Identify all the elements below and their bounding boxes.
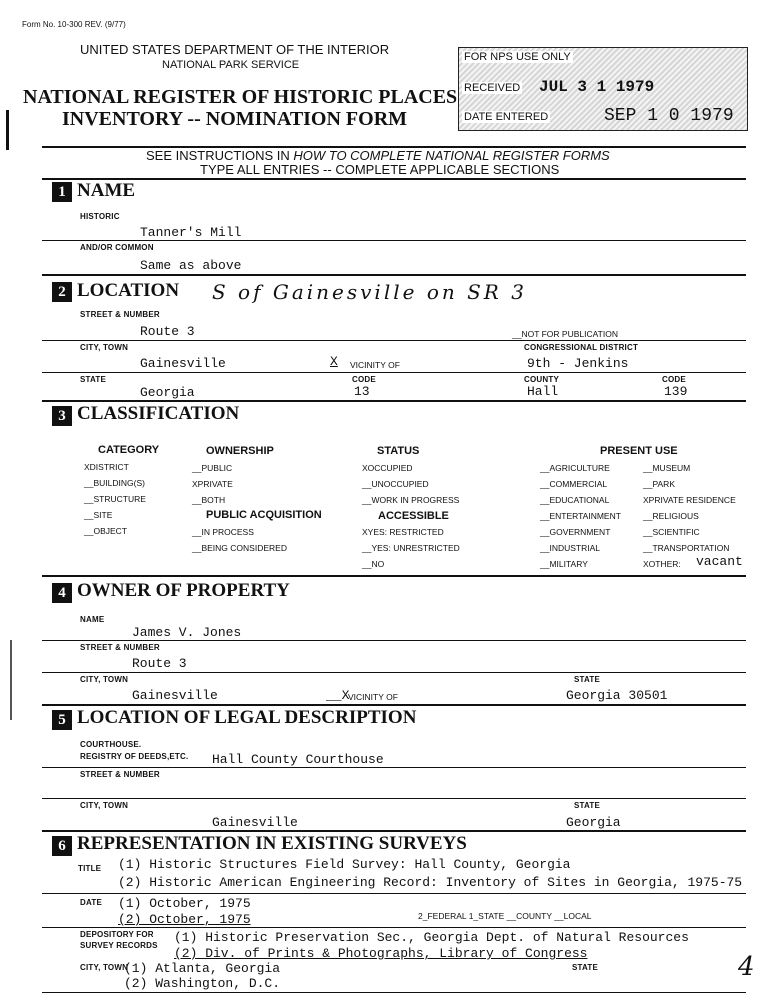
use-scientific[interactable]: __SCIENTIFIC — [643, 527, 700, 537]
category-building[interactable]: __BUILDING(S) — [84, 478, 145, 488]
owner-street: Route 3 — [132, 656, 187, 671]
use-museum[interactable]: __MUSEUM — [643, 463, 691, 473]
service-name: NATIONAL PARK SERVICE — [162, 59, 300, 71]
use-agriculture[interactable]: __AGRICULTURE — [540, 463, 610, 473]
ownership-private[interactable]: XPRIVATE — [192, 479, 233, 489]
present-use-heading: PRESENT USE — [600, 445, 678, 457]
survey-title-label: TITLE — [78, 864, 102, 873]
courthouse-label: COURTHOUSE. — [80, 740, 142, 749]
use-educational[interactable]: __EDUCATIONAL — [540, 495, 610, 505]
ownership-public[interactable]: __PUBLIC — [192, 463, 233, 473]
instructions-line1: SEE INSTRUCTIONS IN HOW TO COMPLETE NATIONAL REGISTER FORMS — [146, 148, 610, 163]
public-acquisition-heading: PUBLIC ACQUISITION — [206, 509, 322, 521]
section-2-number: 2 — [52, 282, 72, 302]
section-4-number: 4 — [52, 583, 72, 603]
section-5-title: LOCATION OF LEGAL DESCRIPTION — [77, 707, 417, 728]
vicinity-label: VICINITY OF — [350, 360, 400, 370]
historic-name: Tanner's Mill — [140, 225, 242, 240]
divider — [42, 178, 746, 180]
state-label: STATE — [80, 375, 107, 384]
category-structure[interactable]: __STRUCTURE — [84, 494, 146, 504]
accessible-heading: ACCESSIBLE — [378, 510, 449, 522]
street-value: Route 3 — [140, 324, 195, 339]
owner-vicinity-mark: __X — [326, 688, 350, 703]
nps-use-box — [458, 47, 748, 131]
legal-state-label: STATE — [574, 801, 601, 810]
ownership-heading: OWNERSHIP — [206, 445, 274, 457]
divider — [42, 640, 746, 641]
divider — [42, 372, 746, 373]
scan-edge-mark — [10, 640, 12, 720]
divider — [42, 927, 746, 928]
legal-state: Georgia — [566, 815, 621, 830]
owner-name-label: NAME — [80, 615, 105, 624]
survey-date-2: (2) October, 1975 — [118, 912, 251, 927]
scan-edge-mark — [6, 110, 9, 150]
handwritten-location-note: S of Gainesville on SR 3 — [212, 280, 527, 304]
vicinity-mark: X — [330, 354, 338, 369]
category-heading: CATEGORY — [98, 444, 160, 456]
category-site[interactable]: __SITE — [84, 510, 113, 520]
date-entered-stamp: SEP 1 0 1979 — [604, 106, 734, 126]
depository-1: (1) Historic Preservation Sec., Georgia Dept. of Natural Resources — [174, 930, 689, 945]
section-5-number: 5 — [52, 710, 72, 730]
accessible-no[interactable]: __NO — [362, 559, 385, 569]
status-unoccupied[interactable]: __UNOCCUPIED — [362, 479, 429, 489]
status-occupied[interactable]: XOCCUPIED — [362, 463, 413, 473]
form-number: Form No. 10-300 REV. (9/77) — [22, 20, 126, 29]
depository-label: DEPOSITORY FOR — [80, 930, 154, 939]
divider — [42, 830, 746, 832]
category-object[interactable]: __OBJECT — [84, 526, 127, 536]
use-other-value: vacant — [696, 554, 743, 569]
survey-title-1: (1) Historic Structures Field Survey: Hall County, Georgia — [118, 857, 571, 872]
survey-city-2: (2) Washington, D.C. — [124, 976, 281, 991]
use-industrial[interactable]: __INDUSTRIAL — [540, 543, 601, 553]
form-title-line2: INVENTORY -- NOMINATION FORM — [62, 108, 408, 130]
survey-title-2: (2) Historic American Engineering Record: Inventory of Sites in Georgia, 1975-75 — [118, 875, 743, 890]
use-government[interactable]: __GOVERNMENT — [540, 527, 611, 537]
survey-city-label: CITY, TOWN — [80, 963, 129, 972]
survey-date-1: (1) October, 1975 — [118, 896, 251, 911]
divider — [42, 992, 746, 993]
survey-city-1: (1) Atlanta, Georgia — [124, 961, 281, 976]
owner-vicinity-label: VICINITY OF — [348, 692, 398, 702]
divider — [42, 798, 746, 799]
divider — [42, 240, 746, 241]
city-label: CITY, TOWN — [80, 343, 129, 352]
survey-levels: 2_FEDERAL 1_STATE __COUNTY __LOCAL — [418, 911, 592, 921]
legal-city-label: CITY, TOWN — [80, 801, 129, 810]
common-label: AND/OR COMMON — [80, 243, 154, 252]
use-park[interactable]: __PARK — [643, 479, 675, 489]
divider — [42, 274, 746, 276]
legal-street-label: STREET & NUMBER — [80, 770, 160, 779]
divider — [42, 767, 746, 768]
nps-label: FOR NPS USE ONLY — [464, 51, 571, 63]
use-other[interactable]: XOTHER: — [643, 559, 681, 569]
owner-state: Georgia 30501 — [566, 688, 668, 703]
acquisition-in-process[interactable]: __IN PROCESS — [192, 527, 254, 537]
survey-state-label: STATE — [572, 963, 599, 972]
status-work-in-progress[interactable]: __WORK IN PROGRESS — [362, 495, 460, 505]
congressional-label: CONGRESSIONAL DISTRICT — [524, 343, 639, 352]
county-code-label: CODE — [662, 375, 686, 384]
instructions-line2: TYPE ALL ENTRIES -- COMPLETE APPLICABLE SECTIONS — [200, 162, 560, 177]
received-stamp: JUL 3 1 1979 — [539, 78, 655, 96]
state-value: Georgia — [140, 385, 195, 400]
congressional-value: 9th - Jenkins — [527, 356, 629, 371]
section-3-title: CLASSIFICATION — [77, 403, 240, 424]
divider — [42, 400, 746, 402]
section-1-number: 1 — [52, 182, 72, 202]
form-title-line1: NATIONAL REGISTER OF HISTORIC PLACES — [23, 86, 458, 108]
divider — [42, 340, 746, 341]
owner-street-label: STREET & NUMBER — [80, 643, 160, 652]
section-6-number: 6 — [52, 836, 72, 856]
county-code-value: 139 — [664, 384, 688, 399]
use-entertainment[interactable]: __ENTERTAINMENT — [540, 511, 621, 521]
divider — [42, 893, 746, 894]
state-code-value: 13 — [354, 384, 370, 399]
county-value: Hall — [527, 384, 559, 399]
owner-city: Gainesville — [132, 688, 218, 703]
handwritten-page-mark: 4 — [738, 952, 755, 982]
registry-label: REGISTRY OF DEEDS,ETC. — [80, 752, 189, 761]
historic-label: HISTORIC — [80, 212, 120, 221]
not-for-publication: __NOT FOR PUBLICATION — [512, 329, 618, 339]
section-1-title: NAME — [77, 180, 136, 201]
depository-2: (2) Div. of Prints & Photographs, Library of Congress — [174, 946, 588, 961]
divider — [42, 672, 746, 673]
common-name: Same as above — [140, 258, 242, 273]
section-6-title: REPRESENTATION IN EXISTING SURVEYS — [77, 833, 467, 854]
received-label: RECEIVED — [464, 82, 521, 94]
accessible-unrestricted[interactable]: __YES: UNRESTRICTED — [362, 543, 460, 553]
date-entered-label: DATE ENTERED — [464, 111, 549, 123]
divider — [42, 575, 746, 577]
owner-city-label: CITY, TOWN — [80, 675, 129, 684]
section-3-number: 3 — [52, 406, 72, 426]
section-4-title: OWNER OF PROPERTY — [77, 580, 290, 601]
accessible-restricted[interactable]: XYES: RESTRICTED — [362, 527, 444, 537]
use-transportation[interactable]: __TRANSPORTATION — [643, 543, 730, 553]
courthouse-value: Hall County Courthouse — [212, 752, 384, 767]
legal-city: Gainesville — [212, 815, 298, 830]
category-district[interactable]: XDISTRICT — [84, 462, 129, 472]
acquisition-being-considered[interactable]: __BEING CONSIDERED — [192, 543, 287, 553]
owner-state-label: STATE — [574, 675, 601, 684]
use-military[interactable]: __MILITARY — [540, 559, 588, 569]
code-label: CODE — [352, 375, 376, 384]
ownership-both[interactable]: __BOTH — [192, 495, 226, 505]
street-label: STREET & NUMBER — [80, 310, 160, 319]
use-private-residence[interactable]: XPRIVATE RESIDENCE — [643, 495, 736, 505]
section-2-title: LOCATION — [77, 280, 180, 301]
city-value: Gainesville — [140, 356, 226, 371]
department-name: UNITED STATES DEPARTMENT OF THE INTERIOR — [80, 42, 390, 57]
divider — [42, 704, 746, 706]
county-label: COUNTY — [524, 375, 559, 384]
use-commercial[interactable]: __COMMERCIAL — [540, 479, 608, 489]
owner-name: James V. Jones — [132, 625, 242, 640]
use-religious[interactable]: __RELIGIOUS — [643, 511, 699, 521]
survey-date-label: DATE — [80, 898, 102, 907]
status-heading: STATUS — [377, 445, 420, 457]
survey-records-label: SURVEY RECORDS — [80, 941, 158, 950]
